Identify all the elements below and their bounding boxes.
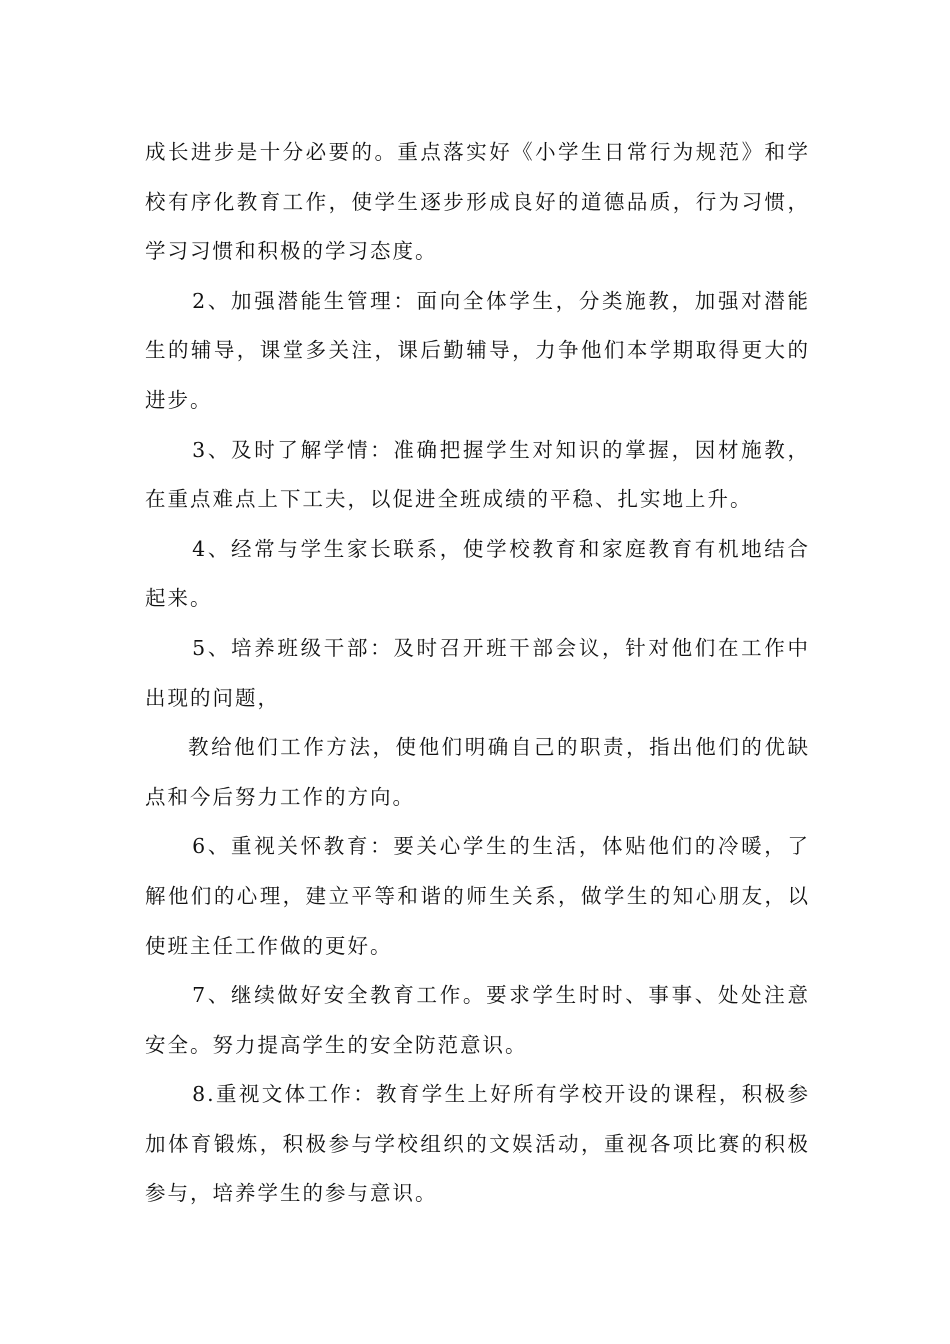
paragraph-item-5-continued: 教给他们工作方法，使他们明确自己的职责，指出他们的优缺点和今后努力工作的方向。 [145,735,810,809]
paragraph-item-3: 3、及时了解学情：准确把握学生对知识的掌握，因材施教，在重点难点上下工夫，以促进全班成绩的平稳、扎实地上升。 [145,437,810,512]
paragraph-item-8: 8.重视文体工作：教育学生上好所有学校开设的课程，积极参加体育锻炼，积极参与学校组织的文娱活动，重视各项比赛的积极参与，培养学生的参与意识。 [145,1082,810,1206]
paragraph-item-4: 4、经常与学生家长联系，使学校教育和家庭教育有机地结合起来。 [145,536,810,611]
document-body [145,128,810,1219]
paragraph-item-7: 7、继续做好安全教育工作。要求学生时时、事事、处处注意安全。努力提高学生的安全防范意识。 [145,983,810,1057]
paragraph-item-6: 6、重视关怀教育：要关心学生的生活，体贴他们的冷暖，了解他们的心理，建立平等和谐的师生关系，做学生的知心朋友，以使班主任工作做的更好。 [145,834,810,958]
paragraph-item-2: 2、加强潜能生管理：面向全体学生，分类施教，加强对潜能生的辅导，课堂多关注，课后勤辅导，力争他们本学期取得更大的进步。 [145,288,810,412]
paragraph-item-5: 5、培养班级干部：及时召开班干部会议，针对他们在工作中出现的问题， [145,635,810,710]
paragraph-continuation: 成长进步是十分必要的。重点落实好《小学生日常行为规范》和学校有序化教育工作，使学生逐步形成良好的道德品质，行为习惯，学习习惯和积极的学习态度。 [145,140,810,264]
